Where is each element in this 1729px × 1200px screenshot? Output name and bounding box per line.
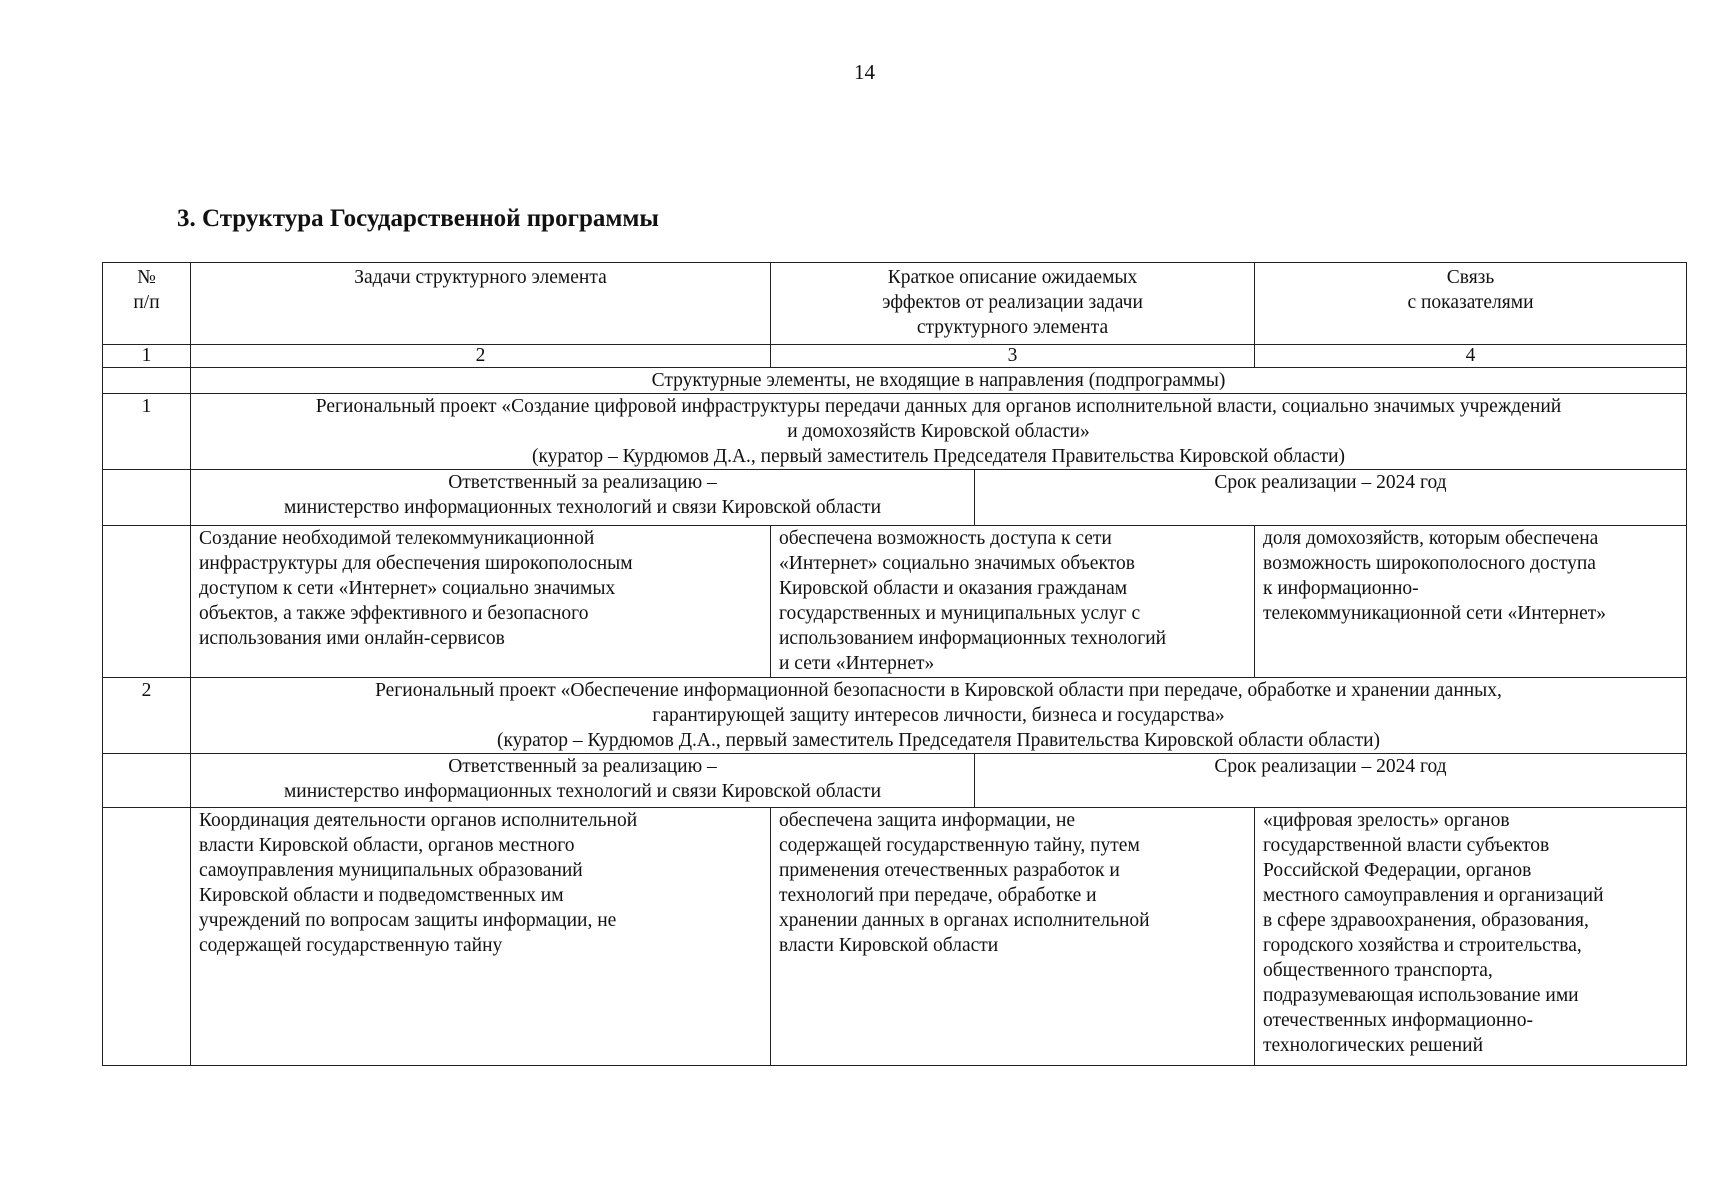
project-title-line: гарантирующей защиту интересов личности, бизнеса и государства»	[652, 705, 1225, 726]
effect-line: использованием информационных технологий	[779, 628, 1167, 649]
column-number: 4	[1255, 345, 1687, 368]
header-indicators-line: Связь	[1446, 267, 1495, 288]
indicator-text	[1255, 808, 1687, 1066]
indicator-line: доля домохозяйств, которым обеспечена	[1263, 528, 1599, 549]
effect-line: применения отечественных разработок и	[779, 860, 1120, 881]
task-line: власти Кировской области, органов местного	[199, 835, 575, 856]
indicator-line: государственной власти субъектов	[1263, 835, 1550, 856]
header-num	[103, 263, 191, 345]
task-text	[191, 808, 771, 1066]
indicator-line: Российской Федерации, органов	[1263, 860, 1532, 881]
effect-line: хранении данных в органах исполнительной	[779, 910, 1150, 931]
column-number: 2	[191, 345, 771, 368]
project-details-row	[103, 526, 1687, 678]
project-title-line: Региональный проект «Создание цифровой инфраструктуры передачи данных для органов исполнительной власти, социально значимых учреждений	[315, 396, 1562, 417]
empty-cell	[103, 368, 191, 394]
effect-line: Кировской области и оказания гражданам	[779, 578, 1128, 599]
empty-cell	[103, 526, 191, 678]
indicator-line: возможность широкополосного доступа	[1263, 553, 1596, 574]
project-responsible-row	[103, 470, 1687, 526]
project-term: Срок реализации – 2024 год	[975, 470, 1687, 526]
column-numbers-row	[103, 345, 1687, 368]
project-title-line: Региональный проект «Обеспечение информационной безопасности в Кировской области при передаче, обработке и хранении данных,	[375, 680, 1502, 701]
indicator-line: городского хозяйства и строительства,	[1263, 935, 1582, 956]
header-indicators	[1255, 263, 1687, 345]
indicator-line: к информационно-	[1263, 578, 1419, 599]
effect-line: государственных и муниципальных услуг с	[779, 603, 1141, 624]
project-title-row	[103, 678, 1687, 754]
effect-line: обеспечена защита информации, не	[779, 810, 1076, 831]
task-text	[191, 526, 771, 678]
empty-cell	[103, 754, 191, 808]
indicator-line: телекоммуникационной сети «Интернет»	[1263, 603, 1607, 624]
indicator-line: подразумевающая использование ими	[1263, 985, 1579, 1006]
header-indicators-line: с показателями	[1407, 292, 1534, 313]
project-title-line: (куратор – Курдюмов Д.А., первый заместитель Председателя Правительства Кировской области)	[531, 446, 1346, 467]
project-term: Срок реализации – 2024 год	[975, 754, 1687, 808]
column-number: 3	[771, 345, 1255, 368]
header-num-line: №	[137, 267, 156, 288]
header-effects-line: Краткое описание ожидаемых	[887, 267, 1138, 288]
effect-line: технологий при передаче, обработке и	[779, 885, 1097, 906]
task-line: использования ими онлайн-сервисов	[199, 628, 505, 649]
section-title: 3. Структура Государственной программы	[177, 205, 659, 232]
effect-line: содержащей государственную тайну, путем	[779, 835, 1140, 856]
table-header-row	[103, 263, 1687, 345]
project-responsible-row	[103, 754, 1687, 808]
task-line: объектов, а также эффективного и безопасного	[199, 603, 589, 624]
effect-text	[771, 808, 1255, 1066]
task-line: Создание необходимой телекоммуникационной	[199, 528, 595, 549]
project-responsible	[191, 754, 975, 808]
project-title-line: (куратор – Курдюмов Д.А., первый заместитель Председателя Правительства Кировской области области)	[496, 730, 1381, 751]
task-line: содержащей государственную тайну	[199, 935, 503, 956]
task-line: инфраструктуры для обеспечения широкополосным	[199, 553, 633, 574]
responsible-line: Ответственный за реализацию –	[448, 756, 717, 777]
page-number: 14	[854, 60, 875, 84]
header-tasks: Задачи структурного элемента	[191, 263, 771, 345]
task-line: Кировской области и подведомственных им	[199, 885, 564, 906]
indicator-text	[1255, 526, 1687, 678]
indicator-line: в сфере здравоохранения, образования,	[1263, 910, 1589, 931]
task-line: Координация деятельности органов исполнительной	[199, 810, 638, 831]
indicator-line: «цифровая зрелость» органов	[1263, 810, 1510, 831]
header-effects-line: эффектов от реализации задачи	[882, 292, 1143, 313]
indicator-line: отечественных информационно-	[1263, 1010, 1533, 1031]
effect-line: «Интернет» социально значимых объектов	[779, 553, 1135, 574]
empty-cell	[103, 470, 191, 526]
project-title	[191, 394, 1687, 470]
effect-text	[771, 526, 1255, 678]
project-number: 2	[103, 678, 191, 754]
group-title-row	[103, 368, 1687, 394]
project-details-row	[103, 808, 1687, 1066]
effect-line: власти Кировской области	[779, 935, 999, 956]
structure-table	[102, 262, 1687, 1066]
responsible-line: министерство информационных технологий и связи Кировской области	[283, 781, 882, 802]
responsible-line: Ответственный за реализацию –	[448, 472, 717, 493]
project-title	[191, 678, 1687, 754]
project-title-row	[103, 394, 1687, 470]
header-effects-line: структурного элемента	[916, 317, 1109, 338]
effect-line: обеспечена возможность доступа к сети	[779, 528, 1112, 549]
indicator-line: технологических решений	[1263, 1035, 1484, 1056]
task-line: доступом к сети «Интернет» социально значимых	[199, 578, 616, 599]
task-line: самоуправления муниципальных образований	[199, 860, 583, 881]
column-number: 1	[103, 345, 191, 368]
task-line: учреждений по вопросам защиты информации, не	[199, 910, 617, 931]
header-num-line: п/п	[133, 292, 160, 313]
indicator-line: общественного транспорта,	[1263, 960, 1493, 981]
empty-cell	[103, 808, 191, 1066]
group-title: Структурные элементы, не входящие в направления (подпрограммы)	[191, 368, 1687, 394]
project-responsible	[191, 470, 975, 526]
project-title-line: и домохозяйств Кировской области»	[787, 421, 1090, 442]
responsible-line: министерство информационных технологий и связи Кировской области	[283, 497, 882, 518]
effect-line: и сети «Интернет»	[779, 653, 935, 674]
header-effects	[771, 263, 1255, 345]
project-number: 1	[103, 394, 191, 470]
indicator-line: местного самоуправления и организаций	[1263, 885, 1604, 906]
